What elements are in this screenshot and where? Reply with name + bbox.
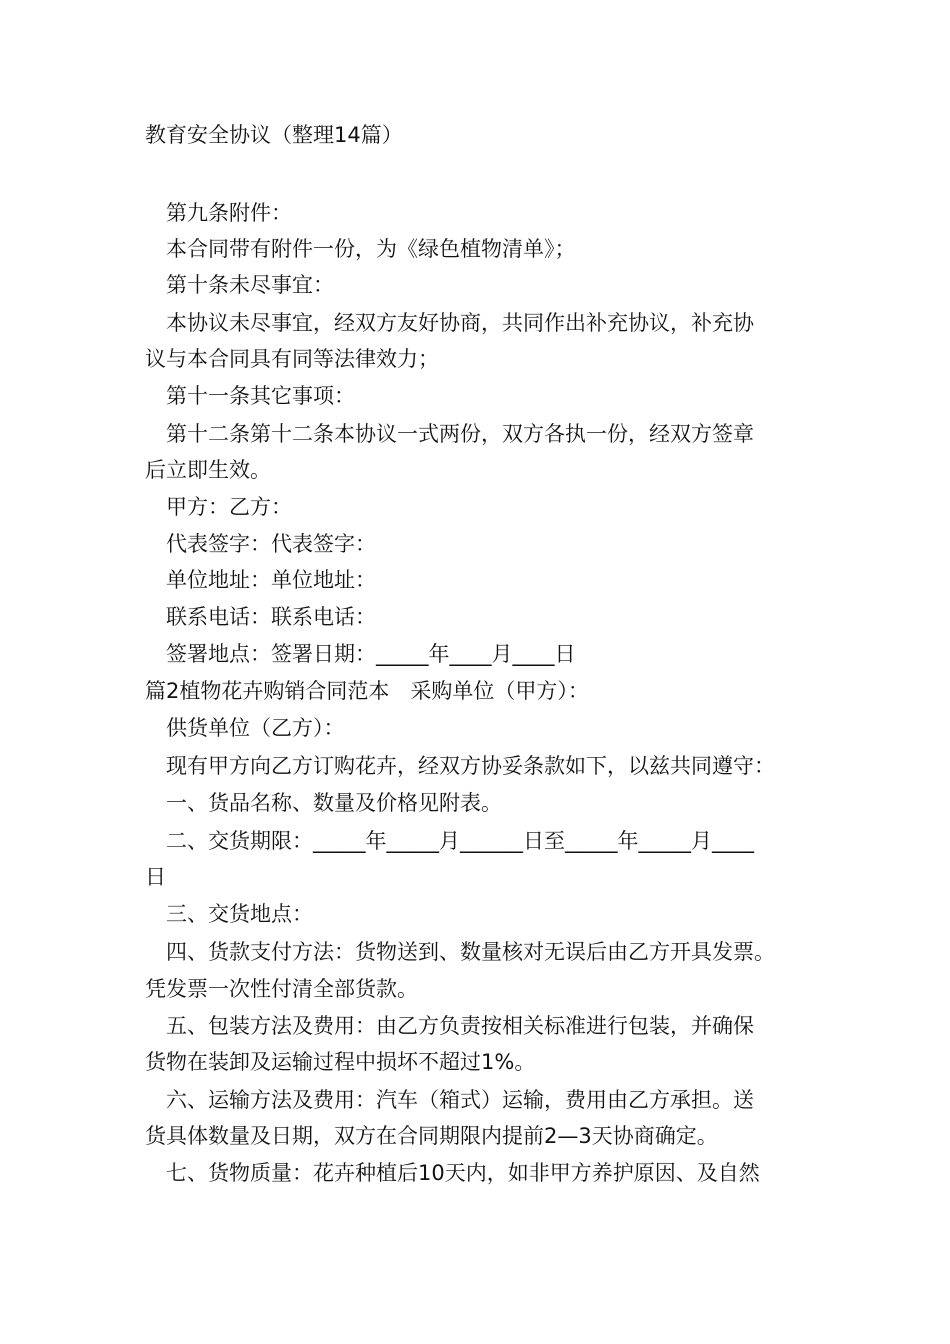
- text-line: 签署地点：签署日期：_____年____月____日: [145, 642, 576, 666]
- text-line: 第十一条其它事项：: [145, 384, 355, 408]
- text-line: 凭发票一次性付清全部货款。: [145, 977, 418, 1001]
- text-line: 第十二条第十二条本协议一式两份，双方各执一份，经双方签章: [145, 422, 754, 446]
- text-line: 第九条附件：: [145, 201, 292, 225]
- text-line: 现有甲方向乙方订购花卉，经双方协妥条款如下，以兹共同遵守：: [145, 754, 775, 778]
- text-line: 七、货物质量：花卉种植后10天内，如非甲方养护原因、及自然: [145, 1161, 760, 1185]
- text-line: 五、包装方法及费用：由乙方负责按相关标准进行包装，并确保: [145, 1014, 754, 1038]
- text-line: 本合同带有附件一份，为《绿色植物清单》；: [145, 237, 576, 261]
- text-line: 议与本合同具有同等法律效力；: [145, 347, 439, 371]
- text-line: 货物在装卸及运输过程中损坏不超过1%。: [145, 1050, 536, 1074]
- text-line: 一、货品名称、数量及价格见附表。: [145, 791, 502, 815]
- section-heading: 篇2植物花卉购销合同范本 采购单位（甲方）：: [145, 679, 589, 703]
- text-line: 本协议未尽事宜，经双方友好协商，共同作出补充协议，补充协: [145, 311, 754, 335]
- text-line: 后立即生效。: [145, 458, 271, 482]
- text-line: 甲方：乙方：: [145, 495, 292, 519]
- text-line: 第十条未尽事宜：: [145, 273, 334, 297]
- text-line: 货具体数量及日期，双方在合同期限内提前2—3天协商确定。: [145, 1124, 718, 1148]
- text-line: 日: [145, 865, 166, 889]
- text-line: 二、交货期限：_____年_____月______日至_____年_____月____: [145, 829, 754, 853]
- text-line: 六、运输方法及费用：汽车（箱式）运输，费用由乙方承担。送: [145, 1088, 754, 1112]
- text-line: 四、货款支付方法：货物送到、数量核对无误后由乙方开具发票。: [145, 940, 775, 964]
- document-title: 教育安全协议（整理14篇）: [145, 123, 403, 147]
- text-line: 代表签字：代表签字：: [145, 532, 376, 556]
- text-line: 单位地址：单位地址：: [145, 568, 376, 592]
- text-line: 供货单位（乙方）：: [145, 716, 345, 740]
- text-line: 三、交货地点：: [145, 902, 313, 926]
- text-line: 联系电话：联系电话：: [145, 605, 376, 629]
